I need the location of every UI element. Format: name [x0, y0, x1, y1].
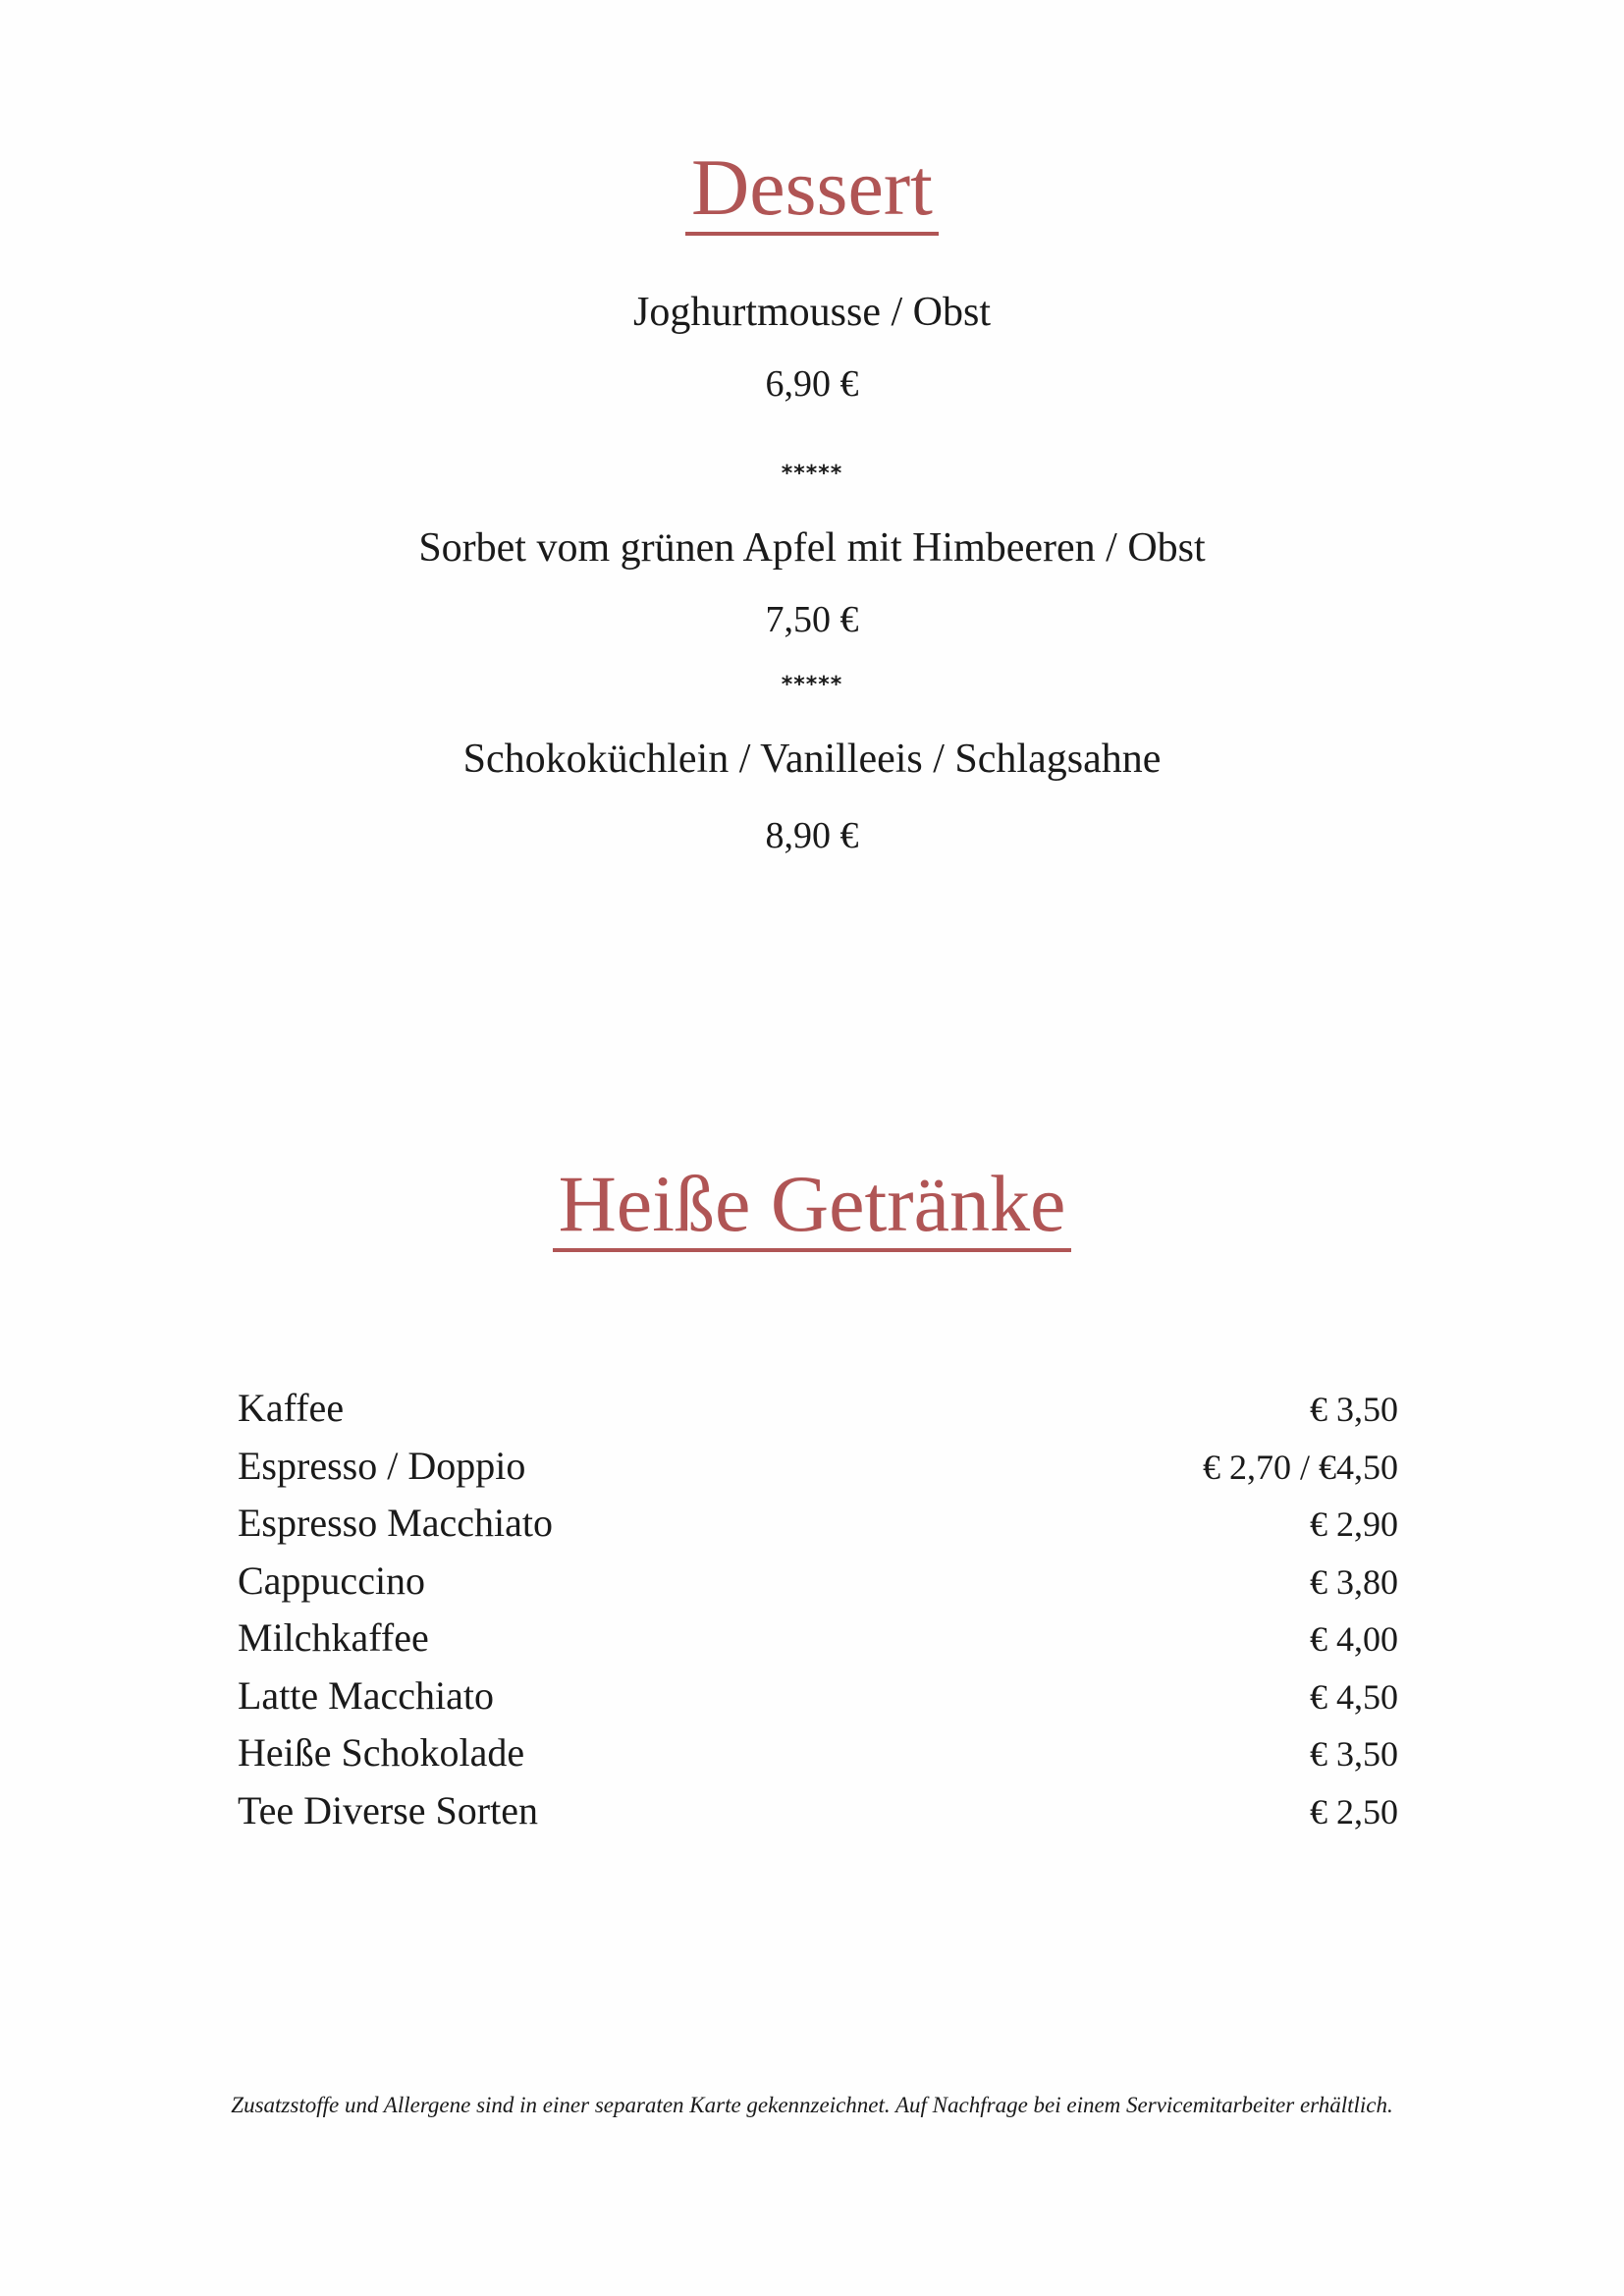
drink-name: Latte Macchiato — [238, 1672, 494, 1718]
dessert-item-price: 8,90 € — [765, 815, 859, 856]
drink-name: Cappuccino — [238, 1558, 426, 1603]
drink-price: € 3,50 — [1310, 1390, 1398, 1429]
drink-name: Espresso / Doppio — [238, 1443, 526, 1488]
drink-price: € 2,50 — [1310, 1791, 1398, 1831]
drink-row — [238, 1443, 1398, 1501]
dessert-heading-text: Dessert — [685, 147, 939, 236]
hot-drinks-list — [238, 1385, 1398, 1844]
drink-price: € 4,50 — [1310, 1676, 1398, 1717]
drink-row — [238, 1385, 1398, 1443]
drink-price: € 3,80 — [1310, 1561, 1398, 1602]
drink-row — [238, 1500, 1398, 1558]
dessert-item-name: Schokoküchlein / Vanilleeis / Schlagsahne — [462, 737, 1162, 782]
drink-row — [238, 1614, 1398, 1672]
drink-price: € 4,00 — [1310, 1619, 1398, 1659]
dessert-heading — [0, 142, 1624, 236]
allergen-footnote: Zusatzstoffe und Allergene sind in einer separaten Karte gekennzeichnet. Auf Nachfrage bei einem Servicemitarbeiter erhältlich. — [231, 2093, 1393, 2117]
drink-name: Tee Diverse Sorten — [238, 1787, 538, 1832]
drink-price: € 3,50 — [1310, 1734, 1398, 1774]
dessert-separator: ***** — [781, 462, 843, 486]
dessert-item-name: Sorbet vom grünen Apfel mit Himbeeren / Obst — [418, 525, 1206, 571]
drink-row — [238, 1558, 1398, 1615]
dessert-item-name: Joghurtmousse / Obst — [632, 290, 991, 335]
dessert-item-price: 6,90 € — [765, 363, 859, 405]
drink-row — [238, 1729, 1398, 1787]
drink-name: Milchkaffee — [238, 1615, 429, 1660]
hot-drinks-heading-text: Heiße Getränke — [553, 1164, 1072, 1252]
drink-price: € 2,90 — [1310, 1504, 1398, 1544]
drink-price: € 2,70 / €4,50 — [1202, 1447, 1398, 1487]
drink-row — [238, 1672, 1398, 1730]
drink-name: Espresso Macchiato — [238, 1501, 554, 1545]
hot-drinks-heading — [0, 1159, 1624, 1252]
drink-row — [238, 1787, 1398, 1845]
dessert-separator: ***** — [781, 673, 843, 697]
drink-name: Kaffee — [238, 1386, 345, 1430]
dessert-item-price: 7,50 € — [765, 599, 859, 640]
drink-name: Heiße Schokolade — [238, 1730, 525, 1775]
